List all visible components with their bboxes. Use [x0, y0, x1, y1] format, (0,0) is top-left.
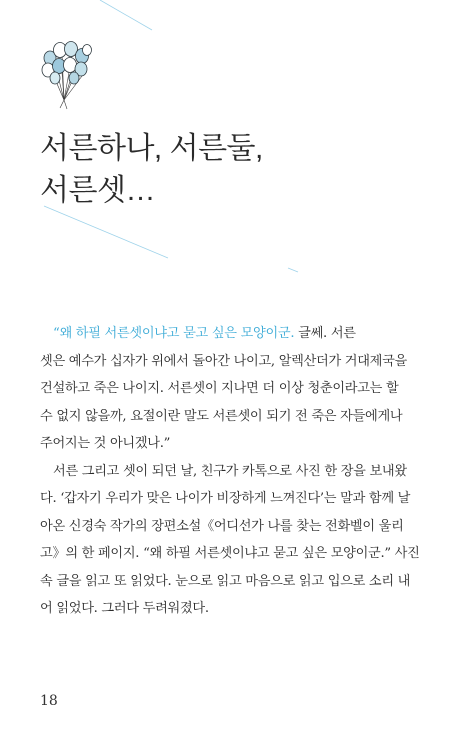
paragraph-1-line-4: 수 없지 않을까, 요절이란 말도 서른셋이 되기 전 죽은 자들에게나	[40, 408, 403, 424]
paragraph-2-line-1: 서른 그리고 셋이 되던 날, 친구가 카톡으로 사진 한 장을 보내왔	[53, 463, 407, 479]
paragraph-1-line-3: 건설하고 죽은 나이지. 서른셋이 지나면 더 이상 청춘이라고는 할	[40, 381, 399, 396]
quote-highlight: “왜 하필 서른셋이냐고 묻고 싶은 모양이군.	[53, 326, 295, 341]
chapter-title-line-1: 서른하나, 서른둘,	[40, 132, 263, 165]
balloons-illustration	[40, 38, 96, 110]
paragraph-1-line-1-rest: 글쎄. 서른	[294, 326, 356, 341]
paragraph-2-line-6: 어 읽었다. 그러다 두려워졌다.	[40, 601, 209, 616]
chapter-title-line-2: 서른셋…	[40, 174, 155, 207]
page-number: 18	[40, 693, 58, 709]
paragraph-2-line-3: 아온 신경숙 작가의 장편소설《어디선가 나를 찾는 전화벨이 울리	[40, 518, 404, 534]
paragraph-2-line-4: 고》의 한 페이지. “왜 하필 서른셋이냐고 묻고 싶은 모양이군.” 사진	[40, 546, 420, 561]
paragraph-1	[40, 320, 432, 458]
chapter-title	[40, 128, 263, 212]
paragraph-1-line-1	[40, 320, 432, 348]
paragraph-1-line-2: 셋은 예수가 십자가 위에서 돌아간 나이고, 알렉산더가 거대제국을	[40, 353, 407, 369]
body-text	[40, 320, 432, 623]
paragraph-2-line-2: 다. ‘갑자기 우리가 맞은 나이가 비장하게 느껴진다’는 말과 함께 날	[40, 491, 411, 506]
paragraph-2-line-5: 속 글을 읽고 또 읽었다. 눈으로 읽고 마음으로 읽고 입으로 소리 내	[40, 573, 411, 589]
paragraph-1-line-5: 주어지는 것 아니겠나.”	[40, 436, 171, 451]
paragraph-2	[40, 458, 432, 623]
